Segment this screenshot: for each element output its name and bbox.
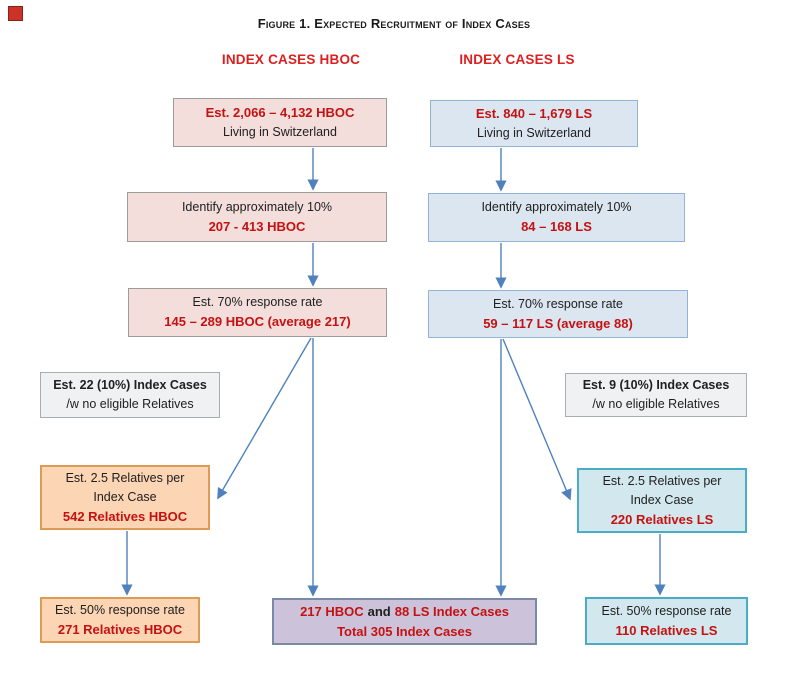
hboc-population-box	[173, 98, 387, 147]
total-line2: Total 305 Index Cases	[337, 623, 472, 639]
ls-identify-caption: Identify approximately 10%	[481, 200, 632, 215]
arrow-hboc-3-relatives	[218, 338, 311, 498]
ls-relatives-response-caption: Est. 50% response rate	[601, 603, 732, 618]
hboc-identify-box	[127, 192, 387, 242]
hboc-no-relatives-note	[40, 372, 220, 418]
total-conjunction: and	[367, 603, 391, 619]
ls-relatives-response-estimate: 110 Relatives LS	[615, 622, 718, 638]
ls-population-box	[430, 100, 638, 147]
hboc-relatives-line1: Est. 2.5 Relatives per	[65, 471, 185, 485]
column-header-ls: INDEX CASES LS	[459, 52, 575, 67]
ls-response-rate-box	[428, 290, 688, 338]
hboc-relatives-response-estimate: 271 Relatives HBOC	[57, 621, 183, 637]
hboc-relatives-response-box	[40, 597, 200, 643]
ls-population-caption: Living in Switzerland	[477, 125, 591, 140]
hboc-no-relatives-line2: /w no eligible Relatives	[66, 397, 194, 411]
total-hboc-count: 217 HBOC	[300, 603, 364, 619]
ls-identify-estimate: 84 – 168 LS	[521, 219, 592, 235]
hboc-no-relatives-line1: Est. 22 (10%) Index Cases	[53, 378, 207, 393]
ls-relatives-box	[577, 468, 747, 533]
ls-no-relatives-line2: /w no eligible Relatives	[592, 397, 720, 411]
hboc-response-rate-box	[128, 288, 387, 337]
figure-title: Figure 1. Expected Recruitment of Index Cases	[257, 16, 531, 31]
hboc-response-rate-caption: Est. 70% response rate	[192, 295, 323, 310]
total-index-cases-box	[272, 598, 537, 645]
hboc-identify-caption: Identify approximately 10%	[181, 199, 333, 214]
hboc-response-rate-estimate: 145 – 289 HBOC (average 217)	[164, 314, 351, 330]
total-line1	[274, 602, 535, 622]
hboc-relatives-box	[40, 465, 210, 530]
ls-response-rate-estimate: 59 – 117 LS (average 88)	[483, 315, 633, 331]
hboc-relatives-estimate: 542 Relatives HBOC	[62, 508, 188, 524]
ls-population-estimate: Est. 840 – 1,679 LS	[475, 106, 593, 122]
hboc-population-caption: Living in Switzerland	[223, 124, 337, 139]
ls-relatives-response-box	[585, 597, 748, 645]
total-ls-count: 88 LS Index Cases	[394, 603, 509, 619]
ls-identify-box	[428, 193, 685, 242]
hboc-identify-estimate: 207 - 413 HBOC	[208, 218, 306, 234]
hboc-population-estimate: Est. 2,066 – 4,132 HBOC	[205, 105, 355, 121]
arrow-ls-3-relatives	[503, 339, 570, 499]
ls-relatives-line2: Index Case	[630, 492, 694, 507]
hboc-relatives-line2: Index Case	[93, 489, 157, 504]
hboc-relatives-response-caption: Est. 50% response rate	[55, 602, 185, 617]
ls-response-rate-caption: Est. 70% response rate	[493, 296, 623, 311]
ls-no-relatives-line1: Est. 9 (10%) Index Cases	[582, 378, 730, 393]
ls-relatives-estimate: 220 Relatives LS	[610, 511, 714, 527]
ls-no-relatives-note	[565, 373, 747, 417]
ls-relatives-line1: Est. 2.5 Relatives per	[602, 474, 722, 488]
column-header-hboc: INDEX CASES HBOC	[221, 52, 361, 67]
